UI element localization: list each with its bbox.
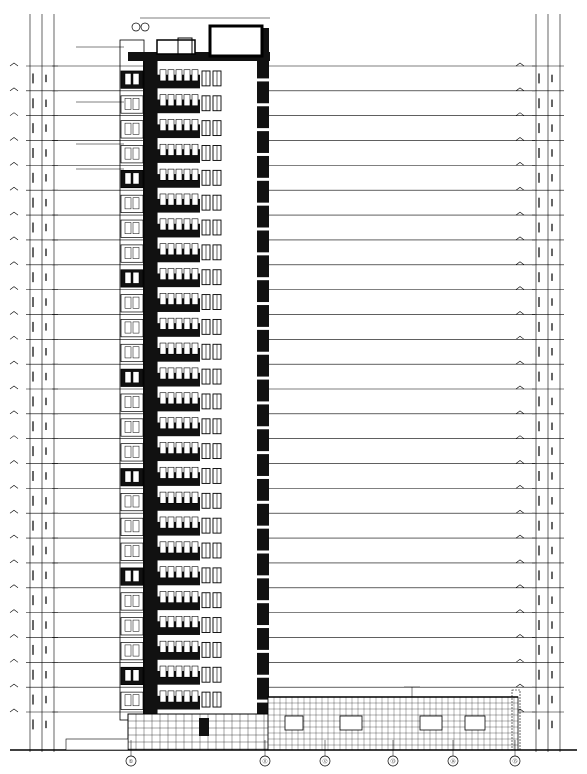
balcony-window <box>184 318 190 329</box>
balcony-window <box>176 666 182 677</box>
balcony-window <box>192 591 198 602</box>
side-balcony-window <box>125 322 131 333</box>
side-balcony-window <box>133 173 139 184</box>
side-balcony-window <box>125 595 131 606</box>
right-wall-joint <box>257 252 269 255</box>
axis-label: ⑪ <box>262 759 268 765</box>
balcony-window <box>184 95 190 106</box>
balcony-window <box>192 194 198 205</box>
side-balcony-window <box>125 645 131 656</box>
balcony-window <box>184 343 190 354</box>
balcony-window <box>184 119 190 130</box>
side-balcony-window <box>133 347 139 358</box>
balcony-window <box>192 119 198 130</box>
balcony-window <box>192 368 198 379</box>
balcony-window <box>176 70 182 81</box>
balcony-window <box>176 194 182 205</box>
side-balcony-window <box>133 446 139 457</box>
balcony-window <box>176 244 182 255</box>
balcony-window <box>176 368 182 379</box>
balcony-window <box>184 70 190 81</box>
side-balcony-window <box>125 73 131 84</box>
side-balcony <box>121 493 143 510</box>
right-wall-joint <box>257 377 269 380</box>
balcony-window <box>160 442 166 453</box>
balcony-window <box>160 268 166 279</box>
side-balcony <box>121 270 143 287</box>
balcony-window <box>184 393 190 404</box>
balcony-window <box>160 567 166 578</box>
balcony-window <box>176 691 182 702</box>
side-balcony <box>121 319 143 336</box>
podium-window <box>465 716 485 730</box>
balcony-window <box>192 70 198 81</box>
balcony-window <box>176 169 182 180</box>
balcony-window <box>192 641 198 652</box>
balcony-window <box>184 268 190 279</box>
side-balcony-window <box>133 396 139 407</box>
balcony-window <box>168 442 174 453</box>
balcony-window <box>160 691 166 702</box>
roof-machine-room <box>210 26 262 56</box>
side-balcony-window <box>133 372 139 383</box>
balcony-window <box>176 492 182 503</box>
balcony-window <box>184 666 190 677</box>
balcony-window <box>184 517 190 528</box>
balcony-window <box>160 517 166 528</box>
side-balcony-window <box>133 421 139 432</box>
side-balcony-window <box>133 546 139 557</box>
axis-label: ① <box>128 759 134 765</box>
side-balcony-window <box>133 496 139 507</box>
side-balcony <box>121 568 143 585</box>
side-balcony-window <box>133 570 139 581</box>
balcony-window <box>160 418 166 429</box>
right-wall-joint <box>257 327 269 330</box>
balcony-window <box>192 95 198 106</box>
balcony-window <box>192 567 198 578</box>
balcony-window <box>160 293 166 304</box>
balcony-window <box>184 691 190 702</box>
balcony-window <box>168 144 174 155</box>
balcony-window <box>192 144 198 155</box>
side-balcony-window <box>125 198 131 209</box>
balcony-window <box>160 119 166 130</box>
balcony-window <box>168 293 174 304</box>
balcony-window <box>184 542 190 553</box>
right-wall-joint <box>257 526 269 529</box>
side-balcony-window <box>125 695 131 706</box>
balcony-window <box>160 666 166 677</box>
balcony-window <box>192 219 198 230</box>
balcony-window <box>192 393 198 404</box>
right-wall-joint <box>257 178 269 181</box>
side-balcony <box>121 295 143 312</box>
balcony-window <box>176 641 182 652</box>
balcony-window <box>168 418 174 429</box>
axis-label: ⑭ <box>450 759 456 765</box>
balcony-window <box>184 293 190 304</box>
side-balcony-window <box>125 123 131 134</box>
balcony-window <box>176 144 182 155</box>
balcony-window <box>184 144 190 155</box>
balcony-window <box>192 268 198 279</box>
balcony-window <box>168 219 174 230</box>
balcony-window <box>168 393 174 404</box>
side-balcony-window <box>125 670 131 681</box>
balcony-window <box>184 368 190 379</box>
right-wall-joint <box>257 575 269 578</box>
side-balcony-window <box>125 148 131 159</box>
balcony-window <box>168 119 174 130</box>
podium-window <box>420 716 442 730</box>
podium-window <box>340 716 362 730</box>
side-balcony-window <box>133 272 139 283</box>
side-balcony-window <box>133 148 139 159</box>
axis-label: ⑬ <box>390 759 396 765</box>
balcony-window <box>160 194 166 205</box>
right-wall-joint <box>257 128 269 131</box>
balcony-window <box>160 393 166 404</box>
right-wall-joint <box>257 625 269 628</box>
balcony-window <box>176 591 182 602</box>
side-balcony-window <box>133 322 139 333</box>
balcony-window <box>176 293 182 304</box>
ground-step <box>66 739 128 750</box>
right-wall-joint <box>257 451 269 454</box>
right-wall-joint <box>257 277 269 280</box>
side-balcony-window <box>125 372 131 383</box>
side-balcony <box>121 394 143 411</box>
balcony-window <box>176 517 182 528</box>
right-wall-joint <box>257 203 269 206</box>
right-wall-joint <box>257 650 269 653</box>
right-wall-joint <box>257 78 269 81</box>
right-wall-joint <box>257 476 269 479</box>
side-balcony-window <box>125 620 131 631</box>
balcony-window <box>160 542 166 553</box>
balcony-window <box>184 492 190 503</box>
side-balcony-window <box>125 223 131 234</box>
side-balcony-window <box>125 247 131 258</box>
side-balcony-window <box>125 521 131 532</box>
balcony-window <box>176 219 182 230</box>
balcony-window <box>176 343 182 354</box>
side-balcony-window <box>133 620 139 631</box>
tower-right-wall <box>257 28 269 718</box>
balcony-window <box>176 567 182 578</box>
balcony-window <box>176 95 182 106</box>
side-balcony-window <box>133 297 139 308</box>
side-balcony <box>121 121 143 138</box>
side-balcony-window <box>133 123 139 134</box>
balcony-window <box>192 318 198 329</box>
balcony-window <box>160 343 166 354</box>
right-wall-joint <box>257 600 269 603</box>
balcony-window <box>184 467 190 478</box>
side-balcony-window <box>125 546 131 557</box>
side-balcony-window <box>133 198 139 209</box>
balcony-window <box>168 591 174 602</box>
tower-left-wall <box>143 55 157 715</box>
balcony-window <box>176 616 182 627</box>
right-wall-joint <box>257 675 269 678</box>
balcony-window <box>192 169 198 180</box>
side-balcony <box>121 419 143 436</box>
balcony-window <box>184 567 190 578</box>
balcony-window <box>168 169 174 180</box>
balcony-window <box>184 616 190 627</box>
side-balcony-window <box>125 396 131 407</box>
balcony-window <box>160 641 166 652</box>
balcony-window <box>160 144 166 155</box>
right-wall-joint <box>257 228 269 231</box>
balcony-window <box>168 343 174 354</box>
balcony-window <box>176 442 182 453</box>
side-balcony-window <box>133 521 139 532</box>
balcony-window <box>160 169 166 180</box>
balcony-window <box>184 169 190 180</box>
podium-window <box>285 716 303 730</box>
balcony-window <box>192 517 198 528</box>
balcony-window <box>192 616 198 627</box>
balcony-window <box>160 70 166 81</box>
side-balcony-window <box>125 173 131 184</box>
entrance-door <box>199 718 209 736</box>
balcony-window <box>168 95 174 106</box>
balcony-window <box>176 467 182 478</box>
balcony-window <box>168 268 174 279</box>
side-balcony <box>121 444 143 461</box>
balcony-window <box>184 641 190 652</box>
right-wall-joint <box>257 426 269 429</box>
side-balcony-window <box>133 695 139 706</box>
balcony-window <box>168 616 174 627</box>
side-balcony <box>121 245 143 262</box>
balcony-window <box>168 691 174 702</box>
balcony-window <box>168 542 174 553</box>
balcony-window <box>192 492 198 503</box>
side-balcony-window <box>125 297 131 308</box>
balcony-window <box>168 641 174 652</box>
axis-label: ⑫ <box>322 759 328 765</box>
side-balcony <box>121 344 143 361</box>
side-balcony <box>121 220 143 237</box>
right-wall-joint <box>257 103 269 106</box>
right-wall-joint <box>257 153 269 156</box>
side-balcony <box>121 170 143 187</box>
balcony-window <box>160 616 166 627</box>
balcony-window <box>184 418 190 429</box>
balcony-window <box>168 368 174 379</box>
balcony-window <box>160 492 166 503</box>
balcony-window <box>168 318 174 329</box>
balcony-window <box>160 591 166 602</box>
side-balcony <box>121 618 143 635</box>
side-balcony <box>121 593 143 610</box>
balcony-window <box>192 442 198 453</box>
side-balcony-window <box>133 595 139 606</box>
side-balcony <box>121 667 143 684</box>
balcony-window <box>176 418 182 429</box>
balcony-window <box>192 244 198 255</box>
balcony-window <box>168 666 174 677</box>
balcony-window <box>168 467 174 478</box>
side-balcony <box>121 195 143 212</box>
balcony-window <box>184 244 190 255</box>
balcony-window <box>160 368 166 379</box>
side-balcony-window <box>125 570 131 581</box>
side-balcony-window <box>125 347 131 358</box>
balcony-window <box>184 591 190 602</box>
side-balcony <box>121 518 143 535</box>
side-balcony-window <box>133 670 139 681</box>
balcony-window <box>168 567 174 578</box>
balcony-window <box>176 119 182 130</box>
side-balcony <box>121 71 143 88</box>
balcony-window <box>176 318 182 329</box>
balcony-window <box>176 393 182 404</box>
axis-label: ⑮ <box>512 759 518 765</box>
side-balcony <box>121 96 143 113</box>
balcony-window <box>168 244 174 255</box>
right-wall-joint <box>257 700 269 703</box>
side-balcony-window <box>133 247 139 258</box>
balcony-window <box>192 691 198 702</box>
balcony-window <box>176 268 182 279</box>
balcony-window <box>192 467 198 478</box>
balcony-window <box>168 492 174 503</box>
balcony-window <box>168 70 174 81</box>
side-balcony <box>121 369 143 386</box>
side-balcony <box>121 469 143 486</box>
balcony-window <box>160 95 166 106</box>
side-balcony-window <box>133 645 139 656</box>
side-balcony-window <box>133 73 139 84</box>
balcony-window <box>192 418 198 429</box>
side-balcony-window <box>125 272 131 283</box>
right-wall-joint <box>257 551 269 554</box>
balcony-window <box>168 194 174 205</box>
side-balcony-window <box>133 471 139 482</box>
balcony-window <box>192 343 198 354</box>
balcony-window <box>168 517 174 528</box>
right-wall-joint <box>257 352 269 355</box>
balcony-window <box>184 442 190 453</box>
side-balcony-window <box>133 223 139 234</box>
side-balcony-window <box>125 471 131 482</box>
balcony-window <box>192 666 198 677</box>
right-wall-joint <box>257 501 269 504</box>
balcony-window <box>160 318 166 329</box>
balcony-window <box>160 467 166 478</box>
right-wall-joint <box>257 302 269 305</box>
balcony-window <box>176 542 182 553</box>
balcony-window <box>192 542 198 553</box>
balcony-window <box>184 194 190 205</box>
balcony-window <box>192 293 198 304</box>
roof-stair-housing <box>157 40 195 54</box>
side-balcony-window <box>125 496 131 507</box>
side-balcony <box>121 692 143 709</box>
side-balcony <box>121 146 143 163</box>
side-balcony-window <box>125 98 131 109</box>
side-balcony <box>121 642 143 659</box>
balcony-window <box>184 219 190 230</box>
balcony-window <box>160 244 166 255</box>
side-balcony-window <box>125 421 131 432</box>
side-balcony-window <box>133 98 139 109</box>
balcony-window <box>160 219 166 230</box>
side-balcony-window <box>125 446 131 457</box>
side-balcony <box>121 543 143 560</box>
right-wall-joint <box>257 401 269 404</box>
